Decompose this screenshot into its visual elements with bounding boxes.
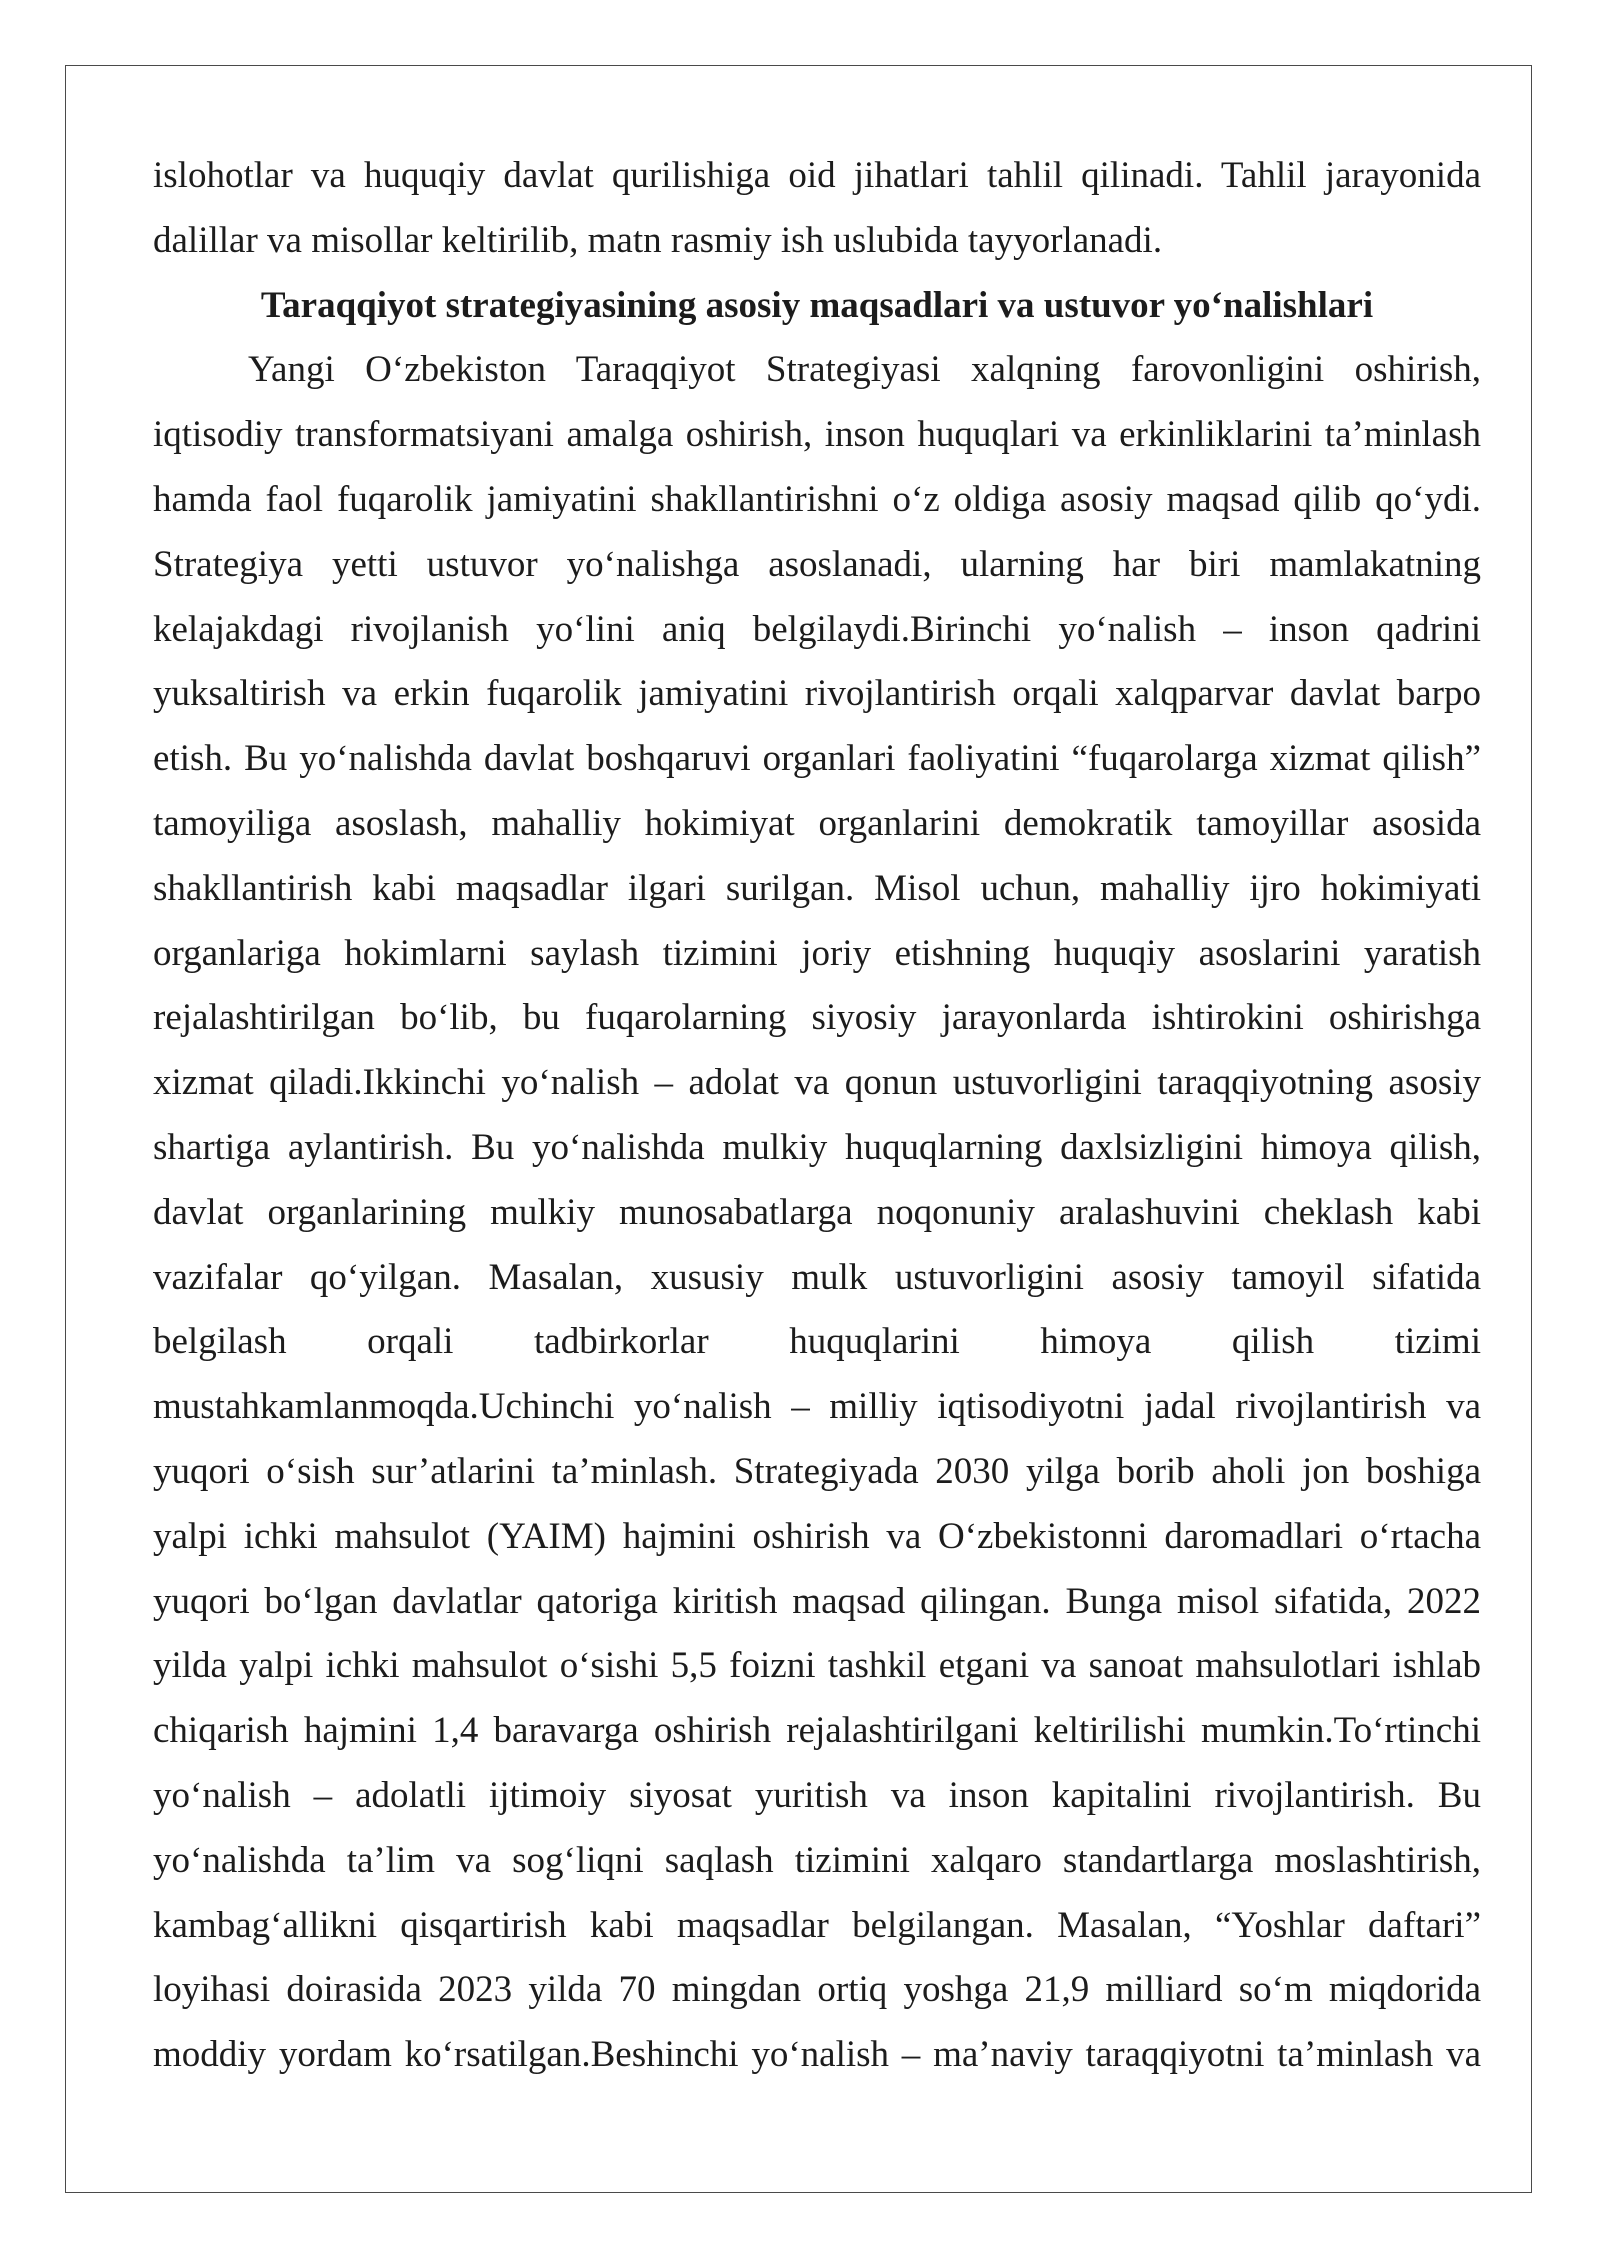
- text-line: yalpi ichki mahsulot (YAIM) hajmini oshirish va O‘zbekistonni daromadlari o‘rtacha: [153, 1515, 1481, 1557]
- text-line: iqtisodiy transformatsiyani amalga oshirish, inson huquqlari va erkinliklarini ta’minlash: [153, 414, 1481, 456]
- text-line: yo‘nalishda ta’lim va sog‘liqni saqlash tizimini xalqaro standartlarga moslashtirish,: [153, 1839, 1481, 1881]
- text-line: organlariga hokimlarni saylash tizimini joriy etishning huquqiy asoslarini yaratish: [153, 932, 1481, 974]
- paragraph-main: [153, 338, 1481, 2088]
- text-line: yilda yalpi ichki mahsulot o‘sishi 5,5 foizni tashkil etgani va sanoat mahsulotlari ishlab: [153, 1645, 1481, 1687]
- text-line: hamda faol fuqarolik jamiyatini shakllantirishni o‘z oldiga asosiy maqsad qilib qo‘ydi.: [153, 478, 1481, 520]
- text-line: yuqori o‘sish sur’atlarini ta’minlash. Strategiyada 2030 yilga borib aholi jon boshiga: [153, 1450, 1481, 1492]
- paragraph-continued: [153, 144, 1481, 274]
- text-line: loyihasi doirasida 2023 yilda 70 mingdan ortiq yoshga 21,9 milliard so‘m miqdorida: [153, 1969, 1481, 2011]
- text-line: dalillar va misollar keltirilib, matn rasmiy ish uslubida tayyorlanadi.: [153, 219, 1163, 261]
- text-line: Strategiya yetti ustuvor yo‘nalishga asoslanadi, ularning har biri mamlakatning: [153, 543, 1481, 585]
- text-line: moddiy yordam ko‘rsatilgan.Beshinchi yo‘nalish – ma’naviy taraqqiyotni ta’minlash va: [153, 2034, 1481, 2076]
- text-line: mustahkamlanmoqda.Uchinchi yo‘nalish – milliy iqtisodiyotni jadal rivojlantirish va: [153, 1386, 1481, 1428]
- text-line: yo‘nalish – adolatli ijtimoiy siyosat yuritish va inson kapitalini rivojlantirish. Bu: [153, 1774, 1481, 1816]
- text-line: kelajakdagi rivojlanish yo‘lini aniq belgilaydi.Birinchi yo‘nalish – inson qadrini: [153, 608, 1481, 650]
- text-line: kambag‘allikni qisqartirish kabi maqsadlar belgilangan. Masalan, “Yoshlar daftari”: [153, 1904, 1481, 1946]
- text-line: Yangi O‘zbekiston Taraqqiyot Strategiyasi xalqning farovonligini oshirish,: [248, 349, 1481, 391]
- text-line: belgilash orqali tadbirkorlar huquqlarini himoya qilish tizimi: [153, 1321, 1481, 1363]
- text-line: shakllantirish kabi maqsadlar ilgari surilgan. Misol uchun, mahalliy ijro hokimiyati: [153, 867, 1481, 909]
- text-line: rejalashtirilgan bo‘lib, bu fuqarolarning siyosiy jarayonlarda ishtirokini oshirishga: [153, 997, 1481, 1039]
- text-line: shartiga aylantirish. Bu yo‘nalishda mulkiy huquqlarning daxlsizligini himoya qilish,: [153, 1126, 1481, 1168]
- text-line: islohotlar va huquqiy davlat qurilishiga oid jihatlari tahlil qilinadi. Tahlil jarayonida: [153, 155, 1481, 196]
- text-line: chiqarish hajmini 1,4 baravarga oshirish rejalashtirilgani keltirilishi mumkin.To‘rtinchi: [153, 1710, 1481, 1752]
- text-line: yuksaltirish va erkin fuqarolik jamiyatini rivojlantirish orqali xalqparvar davlat barpo: [153, 673, 1481, 715]
- document-body: [153, 144, 1481, 2088]
- text-line: yuqori bo‘lgan davlatlar qatoriga kiritish maqsad qilingan. Bunga misol sifatida, 2022: [153, 1580, 1481, 1622]
- text-line: tamoyiliga asoslash, mahalliy hokimiyat organlarini demokratik tamoyillar asosida: [153, 802, 1481, 844]
- section-heading: Taraqqiyot strategiyasining asosiy maqsadlari va ustuvor yo‘nalishlari: [260, 284, 1374, 326]
- text-line: xizmat qiladi.Ikkinchi yo‘nalish – adolat va qonun ustuvorligini taraqqiyotning asosiy: [153, 1062, 1481, 1104]
- text-line: etish. Bu yo‘nalishda davlat boshqaruvi organlari faoliyatini “fuqarolarga xizmat qilish”: [153, 738, 1481, 780]
- text-line: davlat organlarining mulkiy munosabatlarga noqonuniy aralashuvini cheklash kabi: [153, 1191, 1481, 1233]
- text-line: vazifalar qo‘yilgan. Masalan, xususiy mulk ustuvorligini asosiy tamoyil sifatida: [153, 1256, 1481, 1298]
